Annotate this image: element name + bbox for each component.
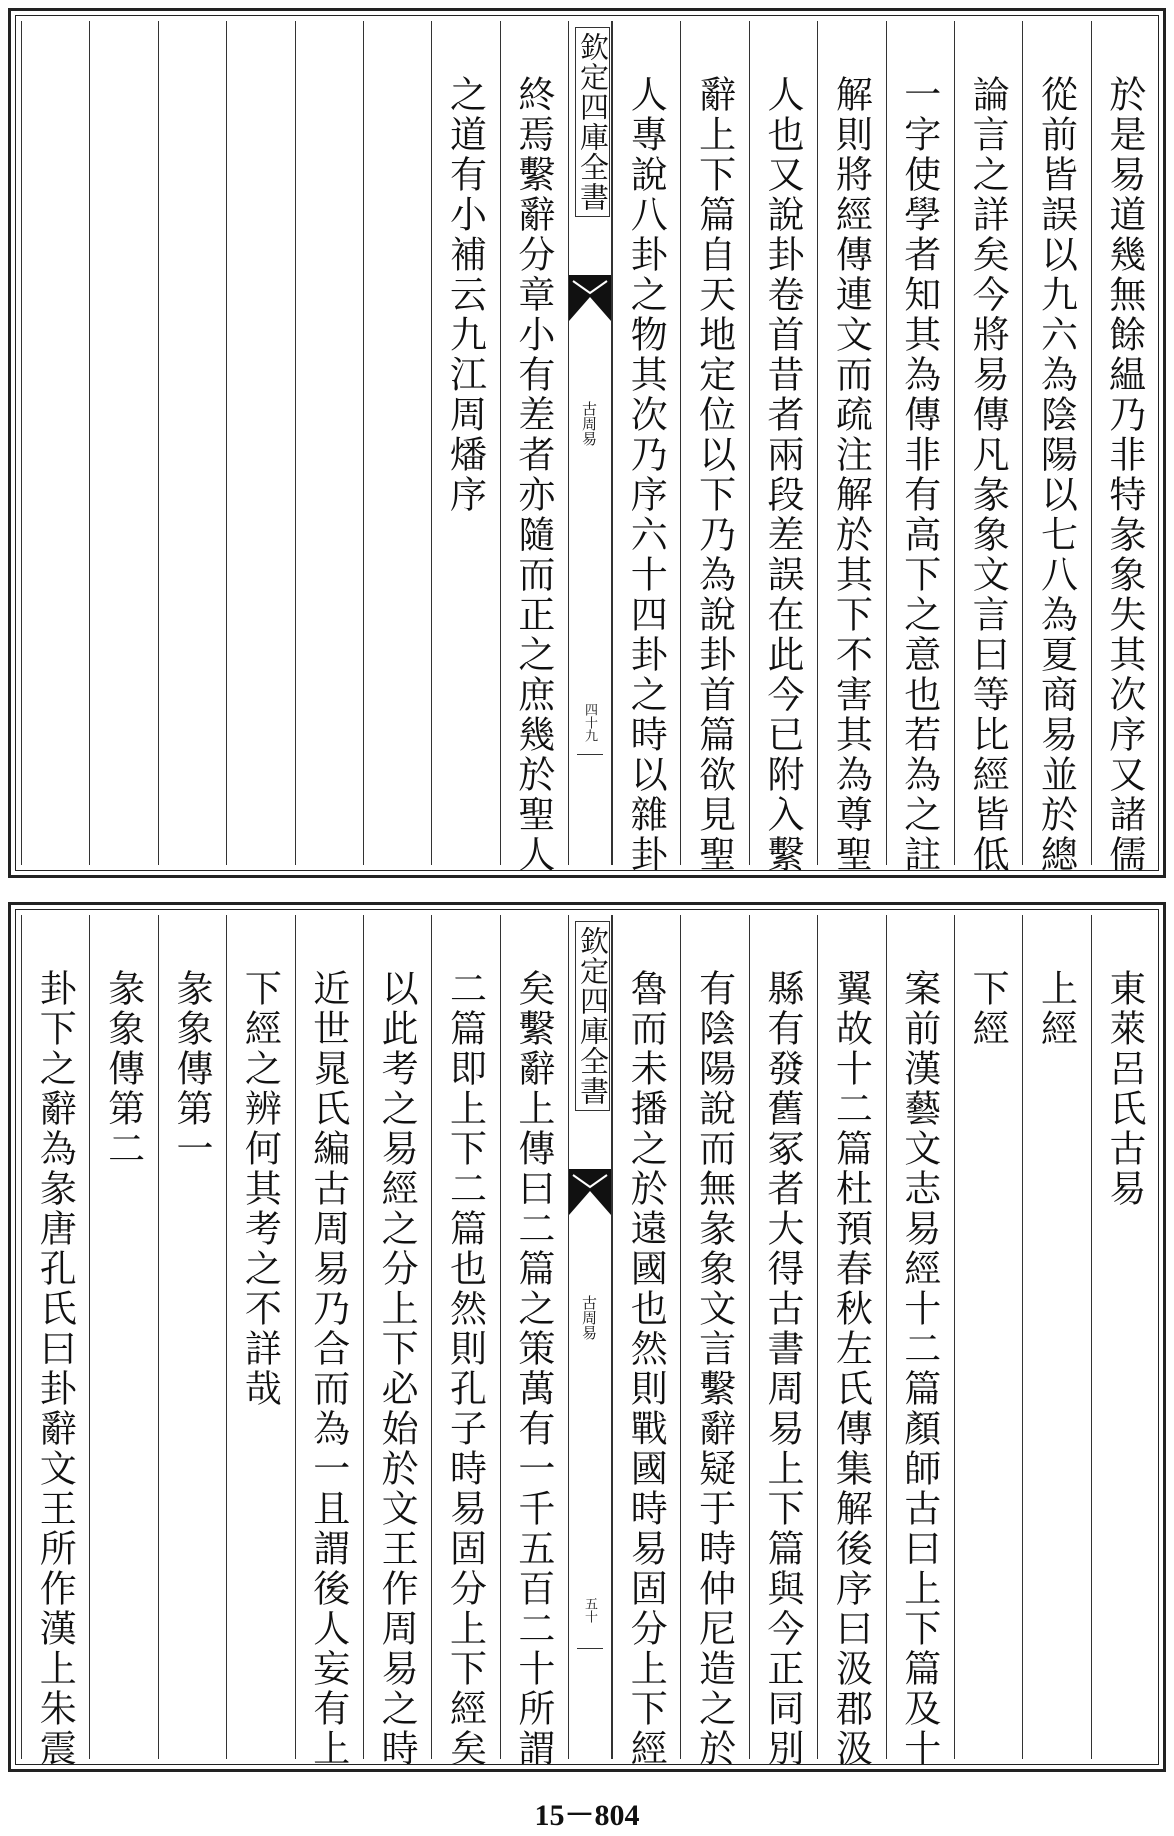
column-text: 彖象傳第一 xyxy=(169,969,213,1169)
folio-number: 15－804 xyxy=(534,1799,640,1832)
column-text: 辭上下篇自天地定位以下乃為說卦首篇欲見聖 xyxy=(692,75,736,875)
column-text: 論言之詳矣今將易傳凡彖象文言曰等比經皆低 xyxy=(966,75,1010,875)
text-column xyxy=(226,21,294,865)
text-column xyxy=(21,21,89,865)
column-text: 終焉繫辭分章小有差者亦隨而正之庶幾於聖人 xyxy=(511,75,555,875)
upper-page xyxy=(8,8,1166,878)
text-column xyxy=(1022,21,1090,875)
column-text: 東萊呂氏古易 xyxy=(1102,969,1146,1209)
text-column xyxy=(1022,915,1090,1759)
column-text: 魯而未播之於遠國也然則戰國時易固分上下經 xyxy=(624,969,668,1769)
text-column xyxy=(749,21,817,875)
text-column xyxy=(363,21,431,865)
column-text: 於是易道幾無餘緼乃非特彖象失其次序又諸儒 xyxy=(1102,75,1146,875)
book-title: 古周易 xyxy=(580,1295,598,1340)
fishtail-icon xyxy=(569,1169,611,1215)
leaf-number: 四十九 xyxy=(582,703,597,742)
column-text: 人也又說卦卷首昔者兩段差誤在此今已附入繫 xyxy=(760,75,804,875)
column-text: 二篇即上下二篇也然則孔子時易固分上下經矣 xyxy=(443,969,487,1769)
text-column xyxy=(158,915,226,1759)
text-column xyxy=(295,915,363,1769)
leaf-number-rule xyxy=(577,754,603,755)
book-title: 古周易 xyxy=(580,401,598,446)
column-text: 下經 xyxy=(966,969,1010,1049)
column-text: 近世晁氏編古周易乃合而為一且謂後人妄有上 xyxy=(306,969,350,1769)
text-column xyxy=(612,915,680,1769)
text-column xyxy=(226,915,294,1759)
column-text: 彖象傳第二 xyxy=(101,969,145,1169)
column-text: 卦下之辭為彖唐孔氏曰卦辭文王所作漢上朱震 xyxy=(33,969,77,1769)
text-column xyxy=(363,915,431,1769)
text-column xyxy=(500,915,568,1769)
column-text: 翼故十二篇杜預春秋左氏傳集解後序曰汲郡汲 xyxy=(829,969,873,1769)
column-text: 上經 xyxy=(1034,969,1078,1049)
column-text: 縣有發舊冢者大得古書周易上下篇與今正同別 xyxy=(760,969,804,1769)
text-column xyxy=(500,21,568,875)
lower-page xyxy=(8,902,1166,1772)
text-column xyxy=(749,915,817,1769)
fishtail-icon xyxy=(569,275,611,321)
text-column xyxy=(431,915,499,1769)
text-column xyxy=(817,21,885,875)
column-text: 下經之辨何其考之不詳哉 xyxy=(238,969,282,1409)
text-column xyxy=(1091,915,1159,1759)
text-column xyxy=(158,21,226,865)
column-text: 矣繫辭上傳曰二篇之策萬有一千五百二十所謂 xyxy=(511,969,555,1769)
column-text: 案前漢藝文志易經十二篇顏師古曰上下篇及十 xyxy=(897,969,941,1769)
text-column xyxy=(295,21,363,865)
text-column xyxy=(886,915,954,1769)
text-column xyxy=(612,21,680,875)
text-column xyxy=(680,915,748,1769)
fishtail-gutter xyxy=(568,915,612,1759)
leaf-number: 五十 xyxy=(582,1597,597,1623)
column-text: 一字使學者知其為傳非有高下之意也若為之註 xyxy=(897,75,941,875)
text-column xyxy=(89,21,157,865)
fishtail-gutter xyxy=(568,21,612,865)
column-text: 以此考之易經之分上下必始於文王作周易之時 xyxy=(375,969,419,1769)
collection-title: 欽定四庫全書 xyxy=(575,27,610,217)
text-column xyxy=(680,21,748,875)
text-column xyxy=(817,915,885,1769)
text-column xyxy=(954,21,1022,875)
text-column xyxy=(954,915,1022,1759)
column-text: 解則將經傳連文而疏注解於其下不害其為尊聖 xyxy=(829,75,873,875)
column-text: 之道有小補云九江周燔序 xyxy=(443,75,487,515)
column-text: 有陰陽說而無彖象文言繫辭疑于時仲尼造之於 xyxy=(692,969,736,1769)
column-text: 人專說八卦之物其次乃序六十四卦之時以雜卦 xyxy=(624,75,668,875)
text-column xyxy=(431,21,499,865)
column-text: 從前皆誤以九六為陰陽以七八為夏商易並於總 xyxy=(1034,75,1078,875)
text-column xyxy=(1091,21,1159,875)
collection-title: 欽定四庫全書 xyxy=(575,921,610,1111)
text-column xyxy=(886,21,954,875)
text-column xyxy=(21,915,89,1769)
leaf-number-rule xyxy=(577,1648,603,1649)
text-column xyxy=(89,915,157,1759)
